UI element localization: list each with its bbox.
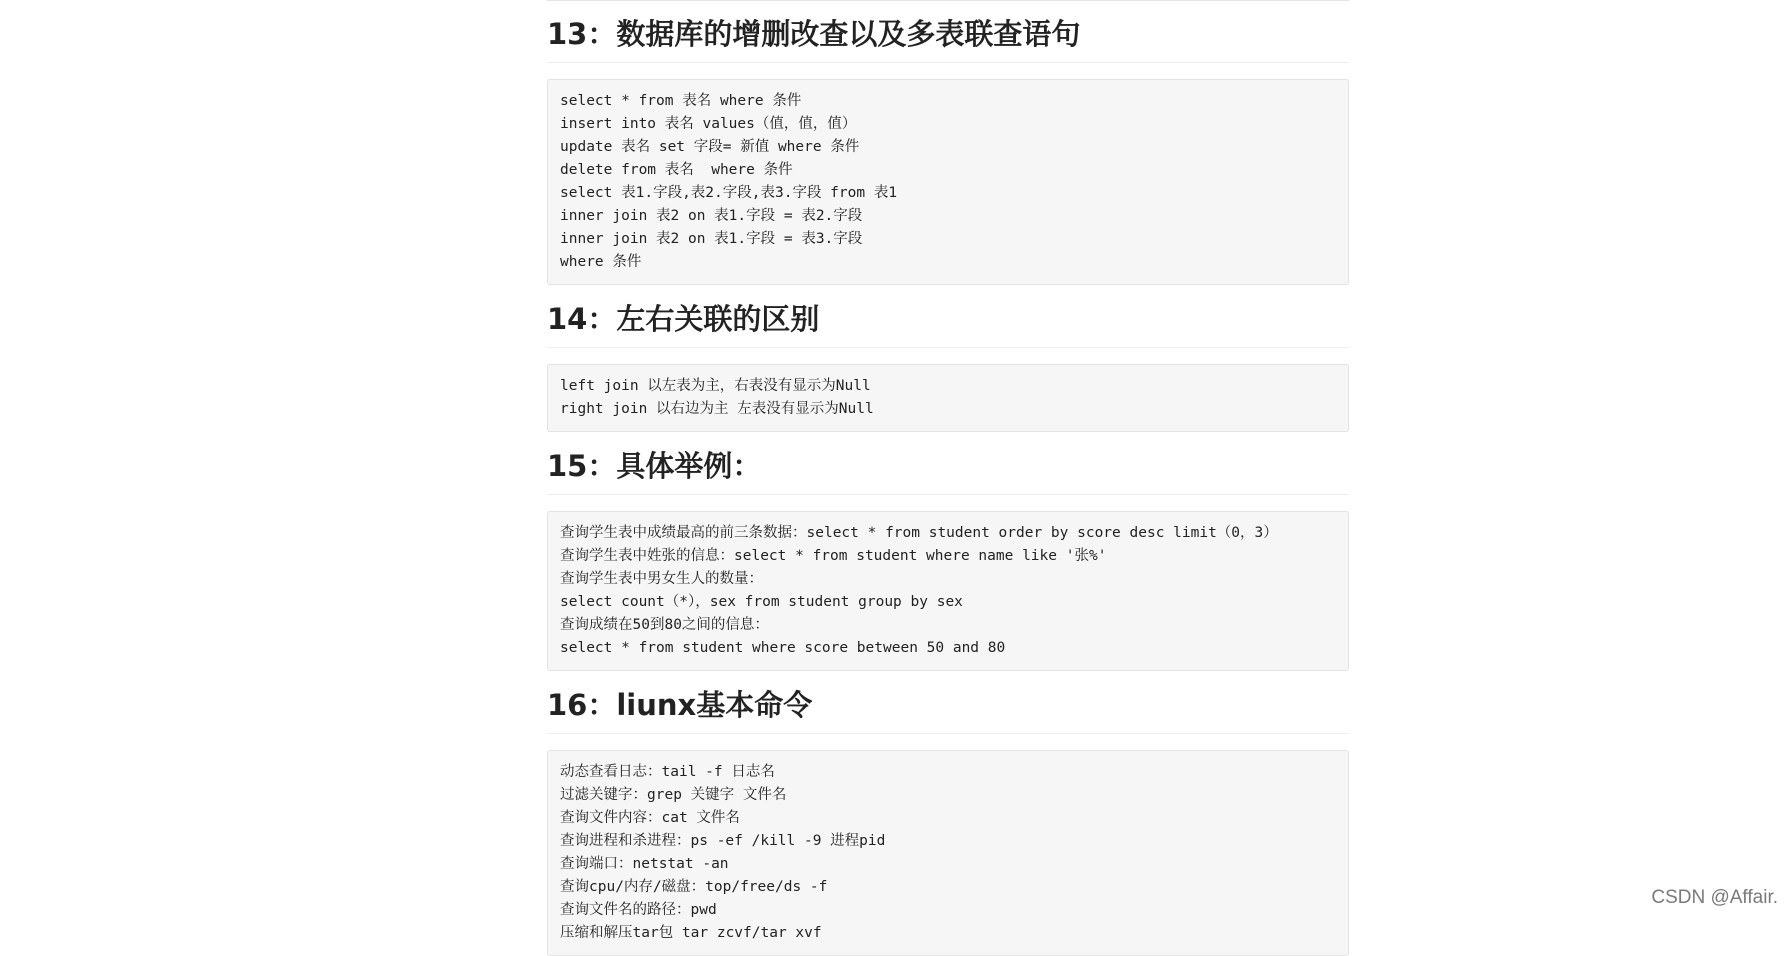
code-line: 动态查看日志：tail -f 日志名 [560, 764, 775, 780]
code-line: select 表1.字段,表2.字段,表3.字段 from 表1 [560, 185, 898, 201]
section-heading: 16：liunx基本命令 [547, 687, 1349, 734]
section-16 [547, 687, 1349, 956]
code-line: update 表名 set 字段= 新值 where 条件 [560, 139, 860, 155]
top-divider [547, 0, 1349, 1]
code-line: 查询学生表中姓张的信息：select * from student where name like '张%' [560, 548, 1107, 564]
code-block [547, 750, 1349, 956]
code-block [547, 511, 1349, 671]
section-heading: 13：数据库的增删改查以及多表联查语句 [547, 16, 1349, 63]
section-heading: 14：左右关联的区别 [547, 301, 1349, 348]
code-line: 查询学生表中男女生人的数量： [560, 571, 763, 587]
code-line: 查询文件内容：cat 文件名 [560, 810, 740, 826]
code-line: left join 以左表为主，右表没有显示为Null [560, 378, 871, 394]
csdn-watermark: CSDN @Affair. [1651, 887, 1778, 908]
code-line: select count（*），sex from student group by sex [560, 594, 963, 610]
section-14 [547, 301, 1349, 432]
section-15 [547, 448, 1349, 671]
article-body [547, 0, 1349, 956]
code-line: delete from 表名 where 条件 [560, 162, 793, 178]
code-block [547, 364, 1349, 432]
code-line: 查询成绩在50到80之间的信息： [560, 617, 769, 633]
code-line: insert into 表名 values（值，值，值） [560, 116, 857, 132]
section-13 [547, 16, 1349, 285]
code-line: select * from 表名 where 条件 [560, 93, 802, 109]
code-block [547, 79, 1349, 285]
code-line: 查询进程和杀进程：ps -ef /kill -9 进程pid [560, 833, 886, 849]
code-line: inner join 表2 on 表1.字段 = 表2.字段 [560, 208, 863, 224]
section-heading: 15：具体举例： [547, 448, 1349, 495]
code-line: 查询端口：netstat -an [560, 856, 729, 872]
code-line: 查询cpu/内存/磁盘：top/free/ds -f [560, 879, 828, 895]
code-line: 查询学生表中成绩最高的前三条数据：select * from student order by score desc limit（0，3） [560, 525, 1278, 541]
code-line: inner join 表2 on 表1.字段 = 表3.字段 [560, 231, 863, 247]
code-line: 查询文件名的路径：pwd [560, 902, 717, 918]
code-line: select * from student where score between 50 and 80 [560, 640, 1006, 656]
code-line: right join 以右边为主 左表没有显示为Null [560, 401, 874, 417]
code-line: 压缩和解压tar包 tar zcvf/tar xvf [560, 925, 822, 941]
code-line: 过滤关键字：grep 关键字 文件名 [560, 787, 787, 803]
code-line: where 条件 [560, 254, 642, 270]
